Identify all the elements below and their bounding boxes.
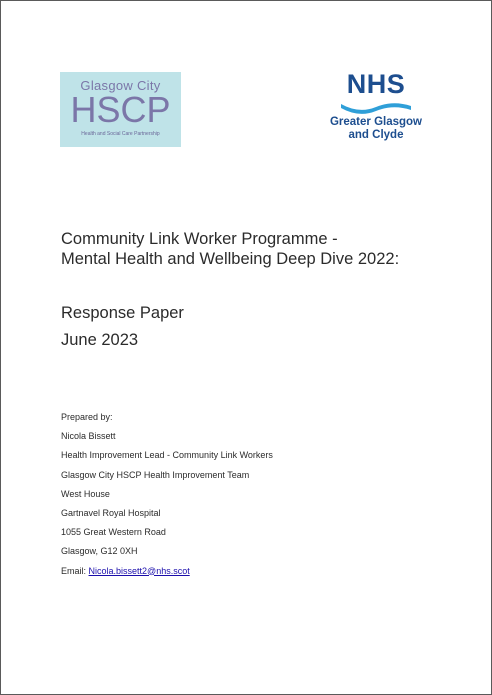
email-line [61, 565, 273, 584]
prepared-by-label: Prepared by: [61, 412, 113, 422]
hscp-logo-mark: HSCP [70, 89, 171, 130]
title-line1: Community Link Worker Programme - [61, 230, 338, 248]
hscp-logo-city: Glasgow City [80, 78, 161, 93]
nhs-ggc-logo [321, 69, 431, 147]
nhs-logo-name-line1: Greater Glasgow [329, 116, 423, 128]
email-label: Email: [61, 565, 87, 576]
document-date: June 2023 [61, 331, 139, 349]
address-street: 1055 Great Western Road [61, 527, 166, 538]
document-title [61, 229, 399, 269]
address-site: Gartnavel Royal Hospital [61, 507, 161, 518]
author-name: Nicola Bissett [61, 431, 116, 442]
hscp-logo-tagline: Health and Social Care Partnership [81, 131, 160, 137]
nhs-logo-name-line2: and Clyde [348, 129, 404, 141]
address-building: West House [61, 488, 110, 499]
nhs-logo-mark: NHS [346, 69, 406, 99]
document-subtitle: Response Paper [61, 304, 184, 322]
email-link[interactable]: Nicola.bissett2@nhs.scot [88, 565, 190, 576]
author-role: Health Improvement Lead - Community Link Workers [61, 450, 273, 461]
address-city: Glasgow, G12 0XH [61, 546, 138, 557]
nhs-wave-icon [341, 98, 411, 114]
author-details [61, 411, 273, 584]
title-line2: Mental Health and Wellbeing Deep Dive 2022: [61, 250, 400, 268]
author-team: Glasgow City HSCP Health Improvement Team [61, 469, 250, 480]
glasgow-city-hscp-logo [60, 72, 181, 147]
